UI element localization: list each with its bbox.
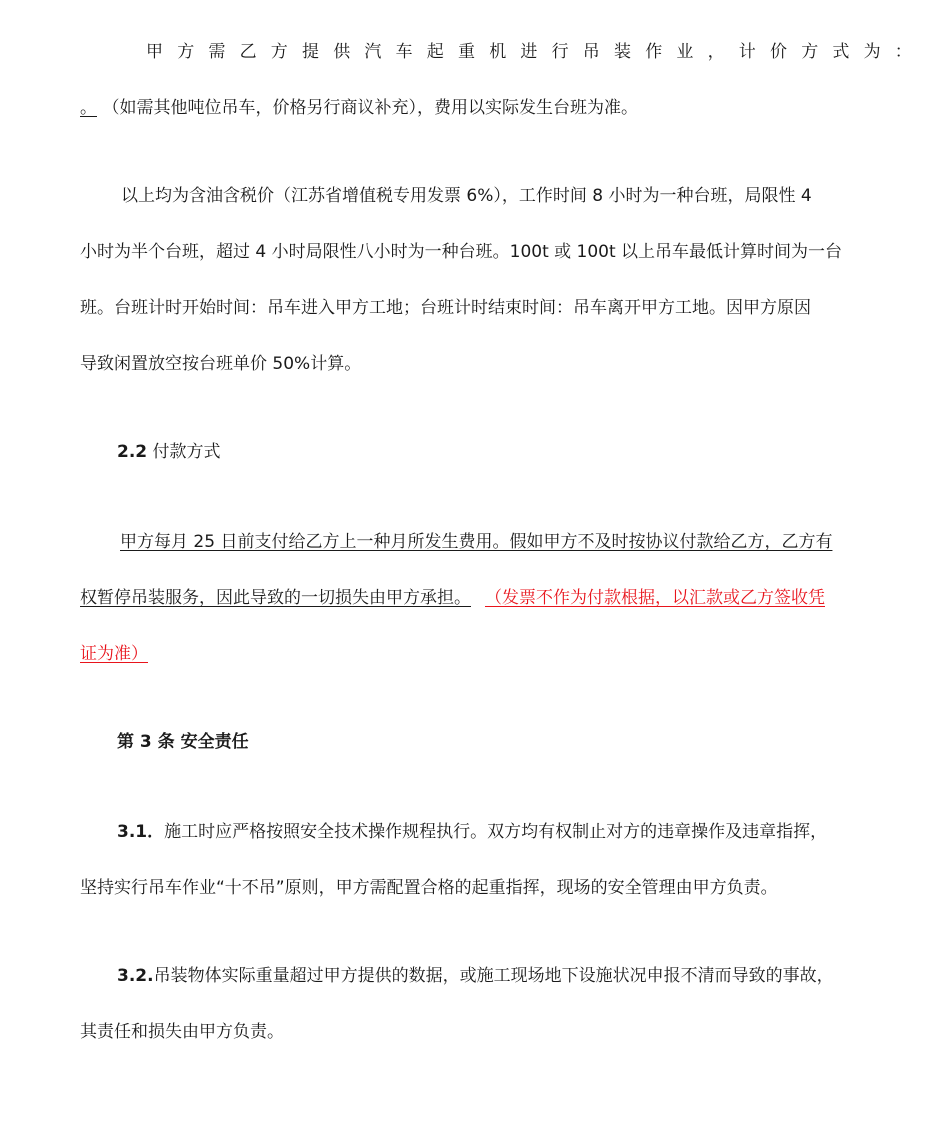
clause-3-2-line2: 其责任和损失由甲方负责。 [80,1022,284,1042]
para3-line1-text: 甲方每月 25 日前支付给乙方上一种月所发生费用。假如甲方不及时按协议付款给乙方，乙方有 [120,532,833,552]
para1-line2 [80,96,638,120]
para1-blank-mark: 。 [80,98,97,118]
clause-3-1-text: 施工时应严格按照安全技术操作规程执行。双方均有权制止对方的违章操作及违章指挥， [164,822,828,842]
para2-line4: 导致闲置放空按台班单价 50%计算。 [80,354,362,374]
clause-3-1-number: 3.1． [117,822,165,842]
para3-note-red: （发票不作为付款根据，以汇款或乙方签收凭 [485,588,825,608]
clause-3-2-text: 吊装物体实际重量超过甲方提供的数据，或施工现场地下设施状况申报不清而导致的事故， [153,966,834,986]
clause-3-1-line1 [117,820,827,844]
section-title: 付款方式 [152,442,221,462]
clause-3-2-line1 [117,964,834,988]
para1-line2-text: （如需其他吨位吊车，价格另行商议补充），费用以实际发生台班为准。 [111,98,638,118]
clause-3-2-number: 3.2. [117,966,154,986]
section-number: 2.2 [117,442,148,462]
para3-line2-text: 权暂停吊装服务，因此导致的一切损失由甲方承担。 [80,588,471,608]
para3-line1 [40,530,832,554]
para2-line3: 班。台班计时开始时间：吊车进入甲方工地；台班计时结束时间：吊车离开甲方工地。因甲方原因 [80,298,811,318]
section-heading-2-2 [117,440,221,464]
para1-line1: 甲方需乙方提供汽车起重机进行吊装作业，计价方式为： [146,42,926,62]
para3-line2 [80,586,825,610]
para2-line2: 小时为半个台班，超过 4 小时局限性八小时为一种台班。100t 或 100t 以上吊车最低计算时间为一台 [80,242,843,262]
para2-line1: 以上均为含油含税价（江苏省增值税专用发票 6%），工作时间 8 小时为一种台班，局限性 4 [121,186,812,206]
clause-3-1-line2: 坚持实行吊车作业“十不吊”原则，甲方需配置合格的起重指挥，现场的安全管理由甲方负责。 [80,878,778,898]
article-3-heading: 第 3 条 安全责任 [117,732,249,752]
para3-line3-red: 证为准） [80,644,148,664]
